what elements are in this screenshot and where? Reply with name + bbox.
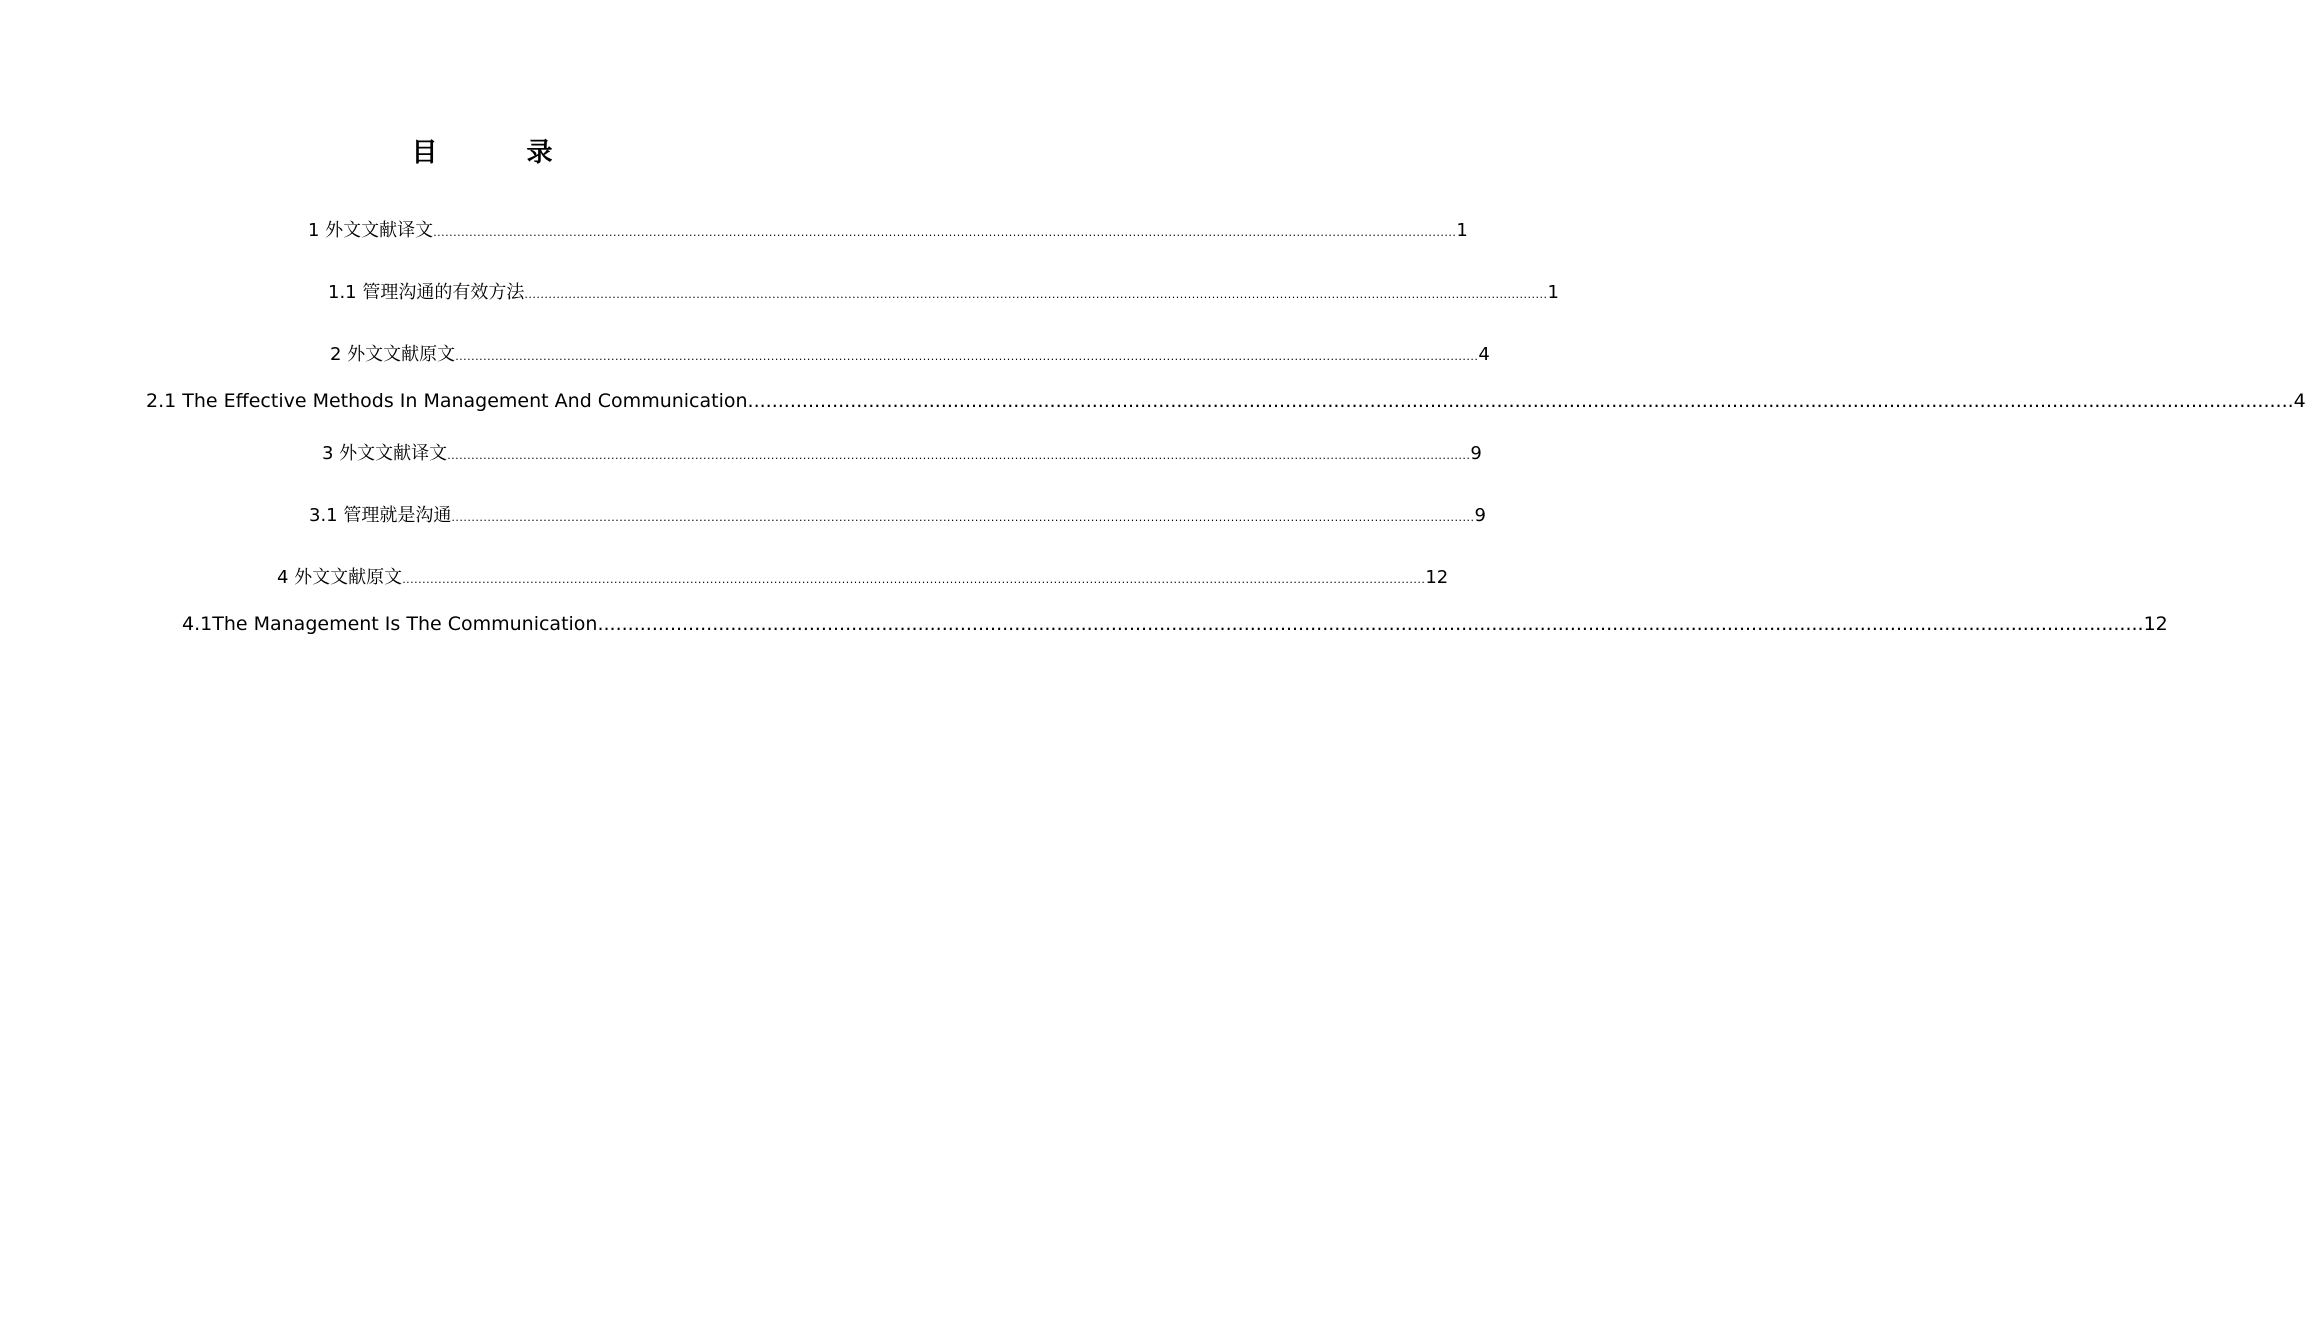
toc-entry-text: 2.1 The Effective Methods In Management And Communication: [146, 390, 748, 412]
toc-page-number: 4: [1478, 344, 1490, 365]
toc-page-number: 4: [2293, 390, 2306, 412]
toc-entry-4-1[interactable]: [182, 613, 2168, 635]
toc-page-number: 9: [1474, 505, 1486, 526]
toc-entry-1-1[interactable]: [328, 278, 1559, 304]
toc-dot-leader: ................................................................................................................................................................................................................................................................: [433, 226, 1457, 239]
page-title: 目 录: [411, 138, 593, 168]
toc-page-number: 12: [2143, 613, 2168, 635]
toc-entry-2[interactable]: [330, 340, 1490, 366]
toc-entry-text: 1.1 管理沟通的有效方法: [328, 282, 525, 303]
toc-entry-2-1[interactable]: [146, 390, 2306, 412]
toc-entry-3-1[interactable]: [309, 501, 1486, 527]
toc-entry-text: 2 外文文献原文: [330, 344, 456, 365]
toc-entry-1[interactable]: [308, 216, 1468, 242]
toc-dot-leader: ................................................................................................................................................................................................................................................................: [455, 350, 1479, 363]
toc-page-number: 1: [1456, 220, 1468, 241]
toc-page-number: 1: [1547, 282, 1559, 303]
toc-page-number: 12: [1425, 567, 1449, 588]
toc-entry-text: 4.1The Management Is The Communication: [182, 613, 598, 635]
toc-dot-leader: ................................................................................................................................................................................................................................................................: [524, 288, 1548, 301]
toc-entry-text: 3 外文文献译文: [322, 443, 448, 464]
toc-dot-leader: ................................................................................................................................................................................................................................................................: [451, 511, 1475, 524]
toc-dot-leader: ................................................................................................................................................................................................................................................................: [447, 449, 1471, 462]
toc-entry-4[interactable]: [277, 563, 1449, 589]
toc-entry-text: 1 外文文献译文: [308, 220, 434, 241]
toc-dot-leader: ................................................................................................................................................................................................................................................................: [597, 613, 2144, 635]
toc-dot-leader: ................................................................................................................................................................................................................................................................: [402, 573, 1426, 586]
toc-page-number: 9: [1470, 443, 1482, 464]
toc-entry-3[interactable]: [322, 439, 1482, 465]
toc-dot-leader: ................................................................................................................................................................................................................................................................: [747, 390, 2294, 412]
toc-entry-text: 4 外文文献原文: [277, 567, 403, 588]
toc-entry-text: 3.1 管理就是沟通: [309, 505, 452, 526]
